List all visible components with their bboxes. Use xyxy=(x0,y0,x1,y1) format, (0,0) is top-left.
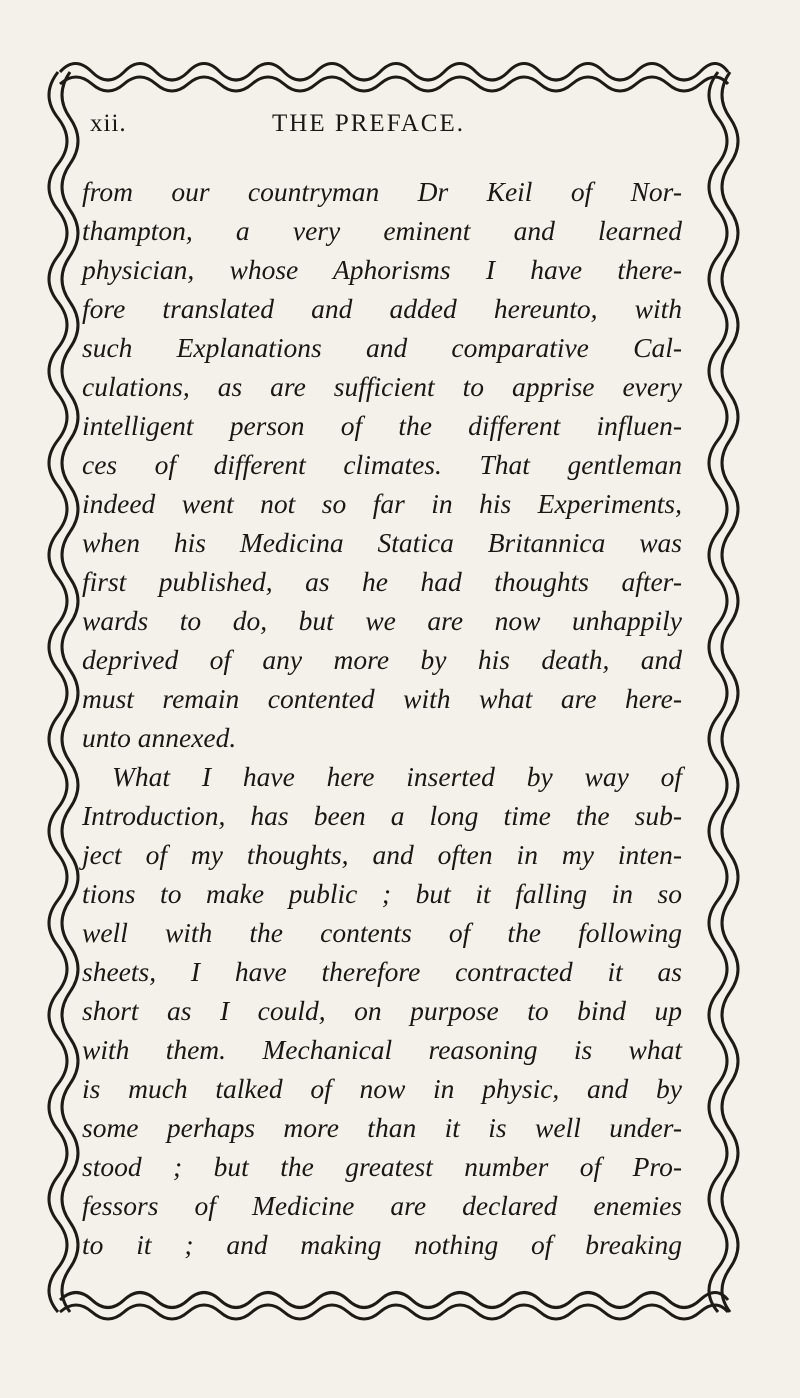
text-line: sheets, I have therefore contracted it as xyxy=(82,956,682,987)
text-line: ject of my thoughts, and often in my inten- xyxy=(82,839,682,870)
text-line: fessors of Medicine are declared enemies xyxy=(82,1190,682,1221)
text-line: stood ; but the greatest number of Pro- xyxy=(82,1151,682,1182)
text-line: well with the contents of the following xyxy=(82,917,682,948)
left-border-ornament xyxy=(49,72,78,1312)
running-head: THE PREFACE. xyxy=(272,110,465,137)
page-header xyxy=(82,110,682,150)
text-line: some perhaps more than it is well under- xyxy=(82,1112,682,1143)
text-line: when his Medicina Statica Britannica was xyxy=(82,527,682,558)
text-line: must remain contented with what are here- xyxy=(82,683,682,714)
text-line: to it ; and making nothing of breaking xyxy=(82,1229,682,1260)
text-line: culations, as are sufficient to apprise every xyxy=(82,371,682,402)
text-line: from our countryman Dr Keil of Nor- xyxy=(82,176,682,207)
text-line: What I have here inserted by way of xyxy=(112,761,682,792)
page-number: xii. xyxy=(90,110,127,137)
text-line: deprived of any more by his death, and xyxy=(82,644,682,675)
text-line: short as I could, on purpose to bind up xyxy=(82,995,682,1026)
text-line: thampton, a very eminent and learned xyxy=(82,215,682,246)
text-line: wards to do, but we are now unhappily xyxy=(82,605,682,636)
top-border-ornament xyxy=(60,64,728,92)
text-line: first published, as he had thoughts after- xyxy=(82,566,682,597)
text-line: with them. Mechanical reasoning is what xyxy=(82,1034,682,1065)
text-line: ces of different climates. That gentleman xyxy=(82,449,682,480)
text-line: is much talked of now in physic, and by xyxy=(82,1073,682,1104)
text-line: tions to make public ; but it falling in so xyxy=(82,878,682,909)
text-line: indeed went not so far in his Experiments, xyxy=(82,488,682,519)
text-line: Introduction, has been a long time the sub- xyxy=(82,800,682,831)
text-line: such Explanations and comparative Cal- xyxy=(82,332,682,363)
text-line: fore translated and added hereunto, with xyxy=(82,293,682,324)
preface-text xyxy=(82,172,682,1264)
right-border-ornament xyxy=(709,72,738,1312)
text-line: unto annexed. xyxy=(82,722,237,753)
text-line: physician, whose Aphorisms I have there- xyxy=(82,254,682,285)
bottom-border-ornament xyxy=(60,1293,728,1320)
text-line: intelligent person of the different influen- xyxy=(82,410,682,441)
